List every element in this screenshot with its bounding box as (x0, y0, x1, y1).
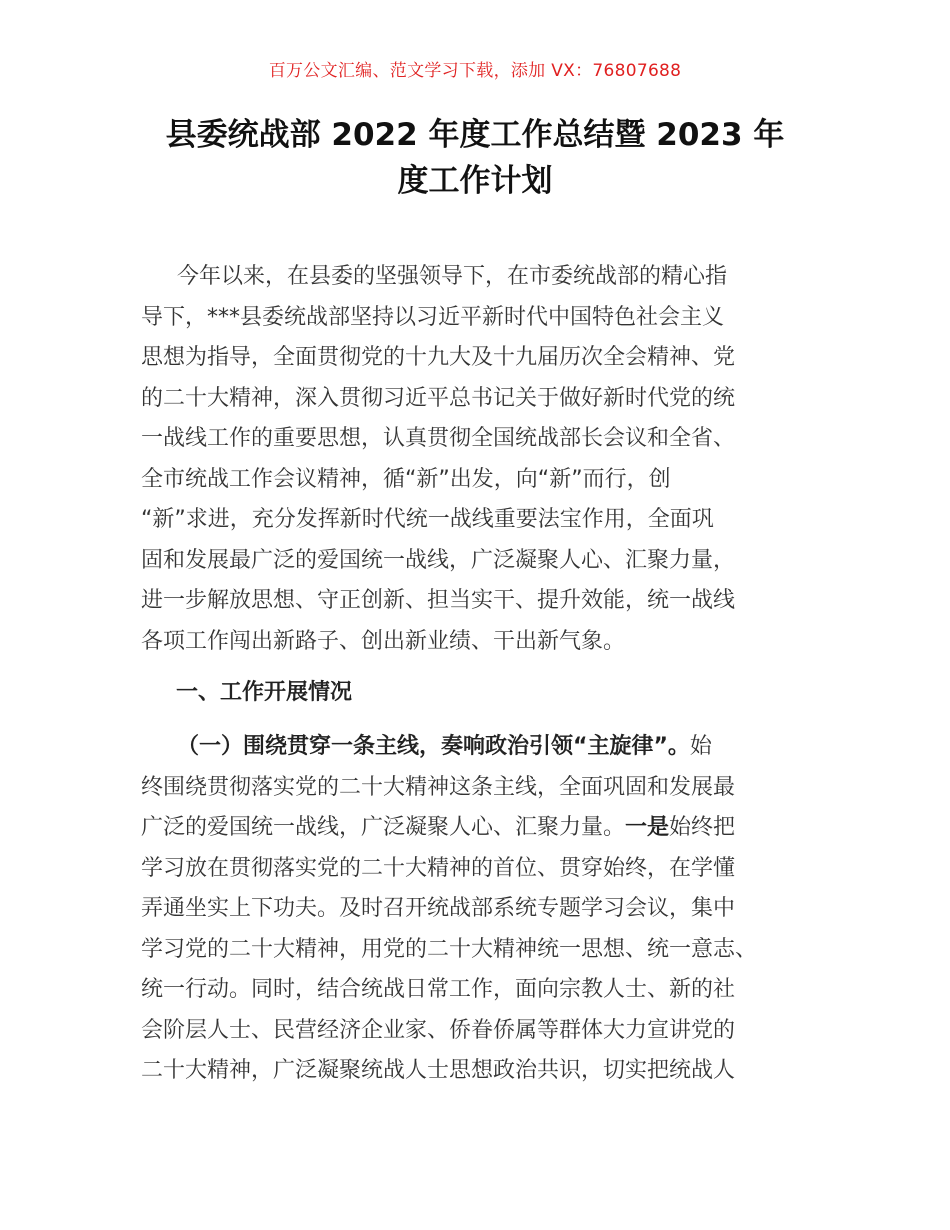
paragraph-line: 弄通坐实上下功夫。及时召开统战部系统专题学习会议，集中 (141, 896, 736, 921)
section-paragraph-1 (141, 727, 831, 1092)
paragraph-line (141, 808, 831, 849)
paragraph-text: 始 (689, 734, 712, 759)
header-ad-banner: 百万公文汇编、范文学习下载，添加 VX：76807688 (268, 61, 682, 81)
paragraph-line: 学习党的二十大精神，用党的二十大精神统一思想、统一意志、 (141, 936, 758, 962)
paragraph-line: 会阶层人士、民营经济企业家、侨眷侨属等群体大力宣讲党的 (141, 1017, 736, 1043)
paragraph-line: 全市统战工作会议精神，循“新”出发，向“新”而行，创 (141, 466, 671, 492)
paragraph-line: 进一步解放思想、守正创新、担当实干、提升效能，统一战线 (141, 588, 736, 613)
paragraph-line: 统一行动。同时，结合统战日常工作，面向宗教人士、新的社 (141, 977, 736, 1002)
paragraph-line: 今年以来，在县委的坚强领导下，在市委统战部的精心指 (177, 264, 728, 289)
document-title (130, 112, 820, 204)
paragraph-line: 终围绕贯彻落实党的二十大精神这条主线，全面巩固和发展最 (141, 774, 736, 800)
title-line-2: 度工作计划 (397, 163, 553, 199)
paragraph-line: 二十大精神，广泛凝聚统战人士思想政治共识，切实把统战人 (141, 1058, 736, 1083)
paragraph-line: 固和发展最广泛的爱国统一战线，广泛凝聚人心、汇聚力量， (141, 547, 736, 573)
paragraph-line: 思想为指导，全面贯彻党的十九大及十九届历次全会精神、党 (141, 345, 736, 370)
paragraph-line: 一战线工作的重要思想，认真贯彻全国统战部长会议和全省、 (141, 426, 736, 451)
paragraph-line: “新”求进，充分发挥新时代统一战线重要法宝作用，全面巩 (141, 507, 714, 532)
paragraph-line: 的二十大精神，深入贯彻习近平总书记关于做好新时代党的统 (141, 385, 736, 411)
subheading: （一）围绕贯穿一条主线，奏响政治引领“主旋律”。 (177, 734, 690, 759)
paragraph-text: 始终把 (669, 815, 736, 840)
section-heading: 一、工作开展情况 (176, 680, 353, 705)
title-line-1: 县委统战部 2022 年度工作总结暨 2023 年 (165, 117, 785, 153)
paragraph-line: 学习放在贯彻落实党的二十大精神的首位、贯穿始终，在学懂 (141, 855, 736, 881)
intro-paragraph (141, 257, 831, 662)
paragraph-line: 导下，***县委统战部坚持以习近平新时代中国特色社会主义 (141, 304, 725, 330)
paragraph-line (141, 727, 831, 768)
paragraph-text: 广泛的爱国统一战线，广泛凝聚人心、汇聚力量。 (141, 815, 626, 840)
emphasis-text: 一是 (625, 815, 670, 840)
paragraph-line: 各项工作闯出新路子、创出新业绩、干出新气象。 (141, 628, 626, 654)
